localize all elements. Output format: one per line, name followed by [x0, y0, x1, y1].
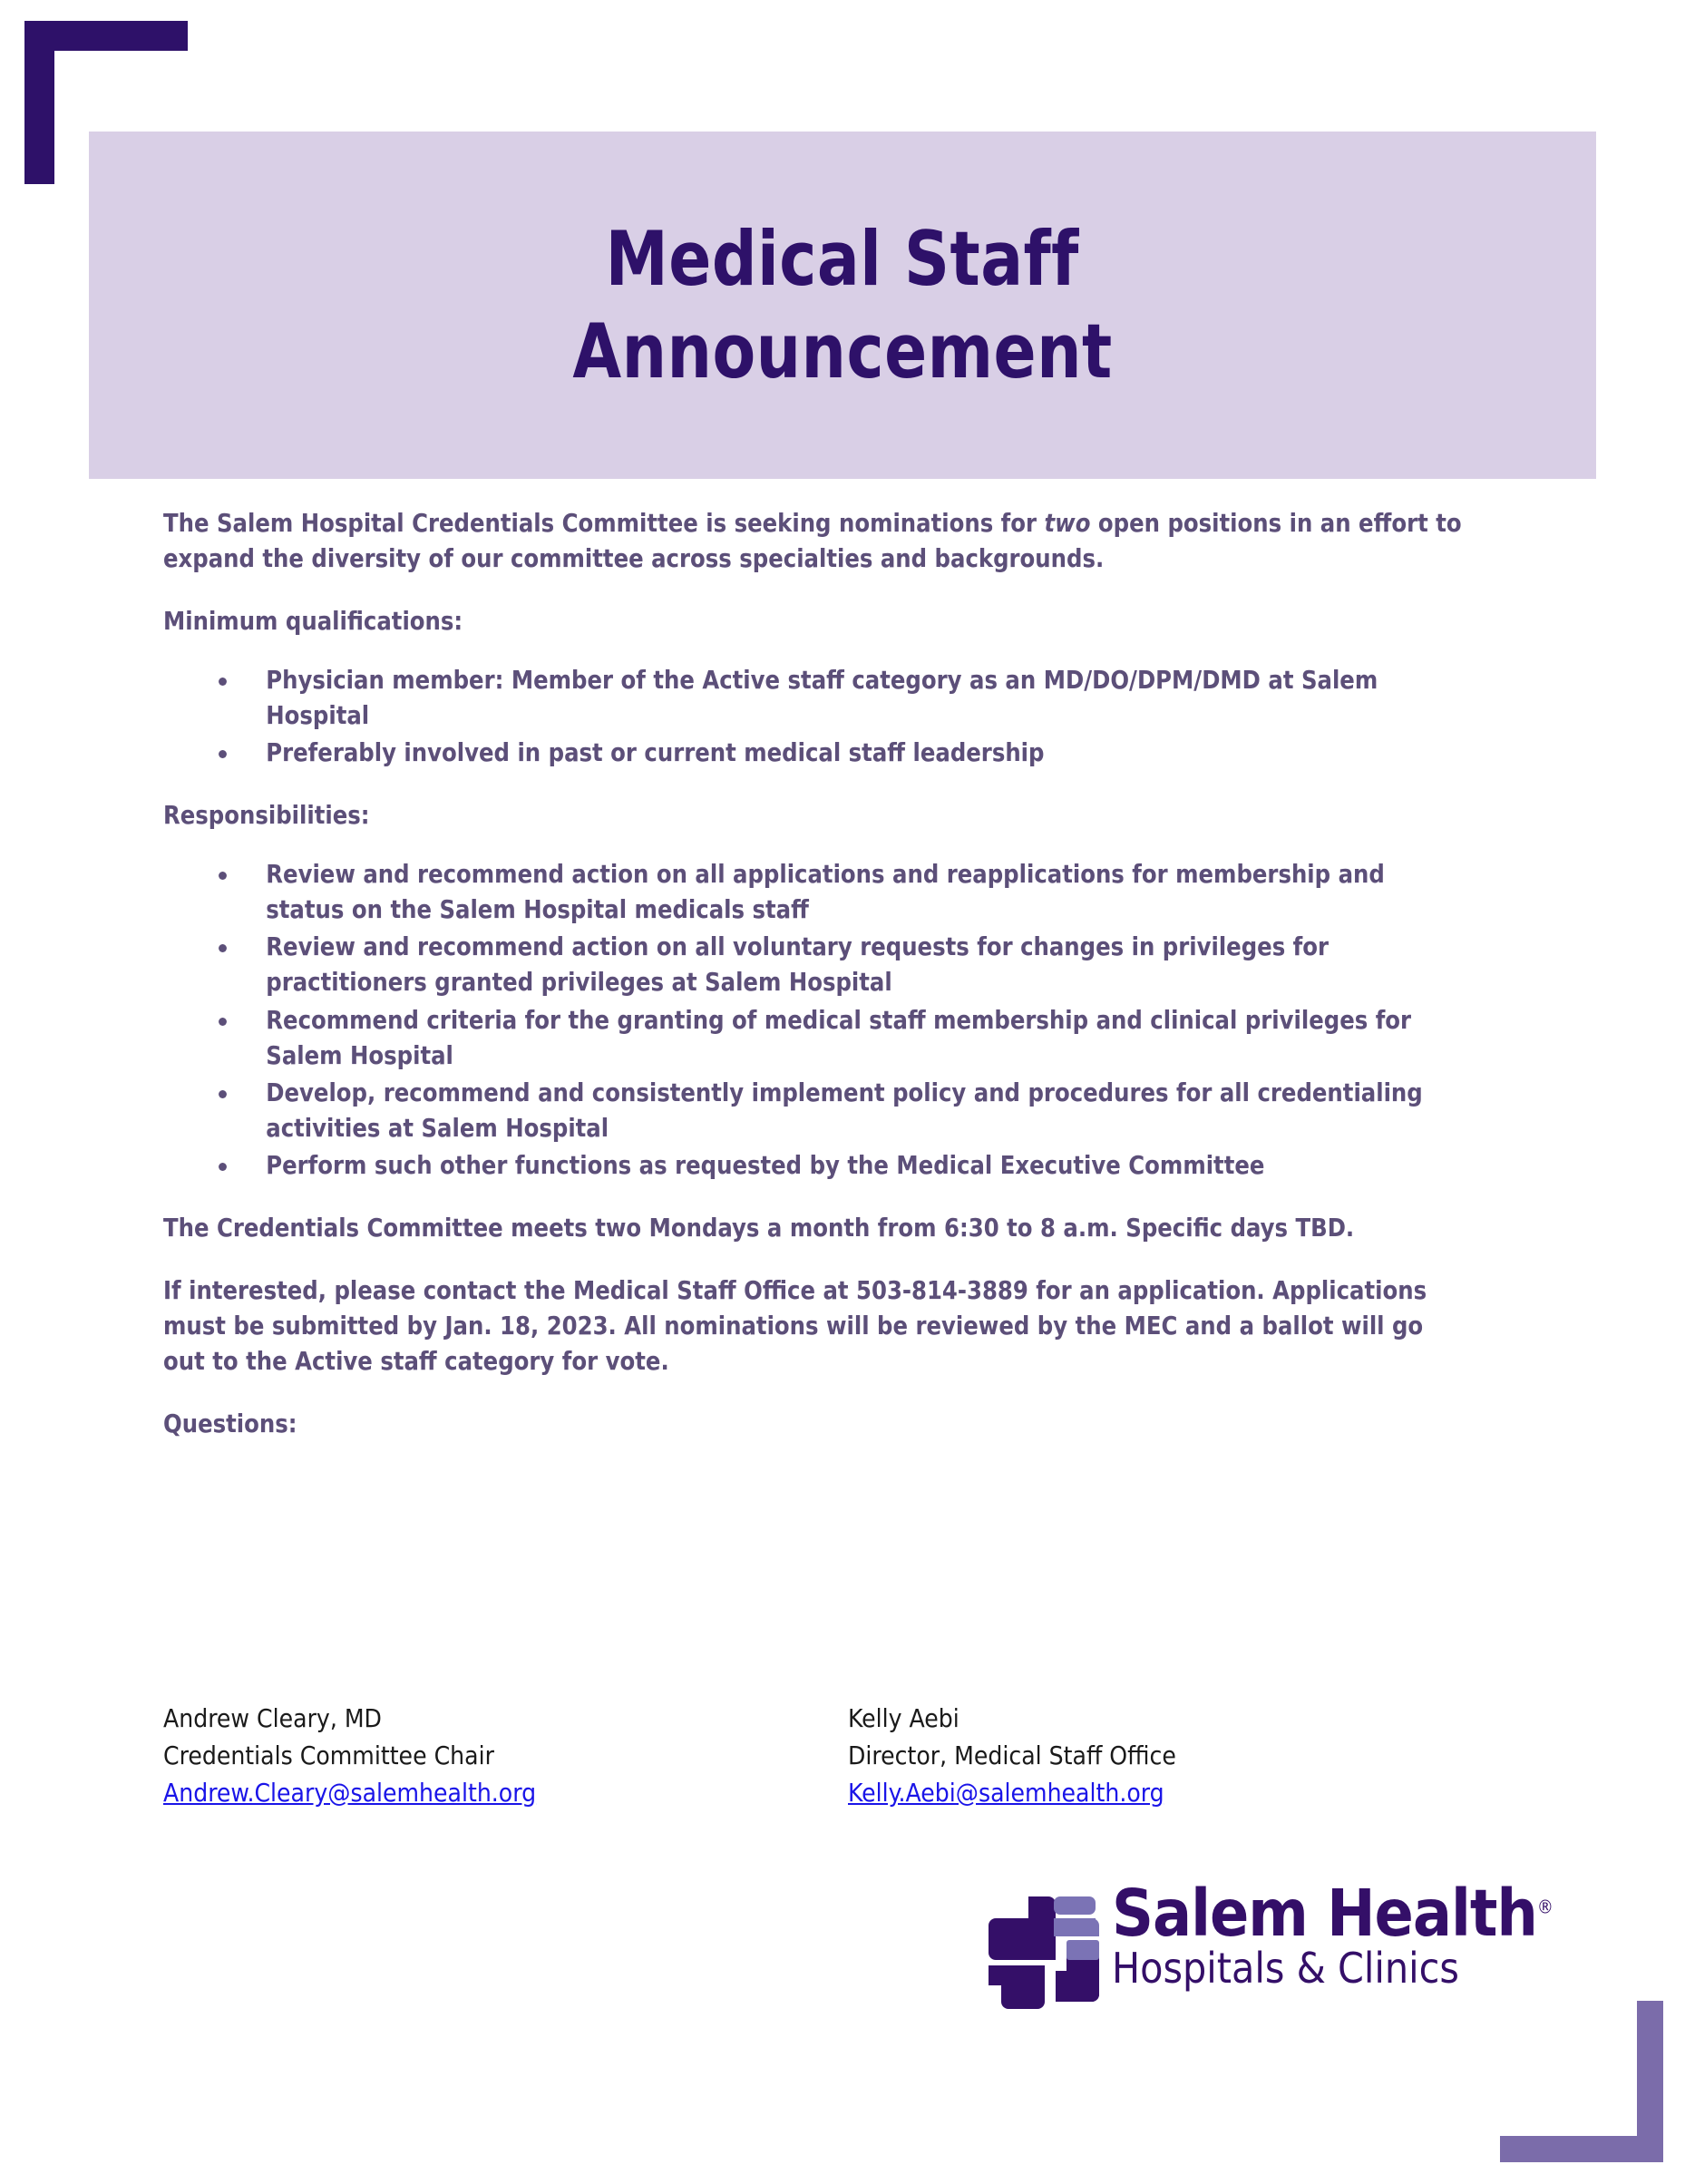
list-item-text: Physician member: Member of the Active staff category as an MD/DO/DPM/DMD at Salem Hospital	[266, 666, 1378, 731]
logo-tagline: Hospitals & Clinics	[1112, 1943, 1459, 1993]
registered-trademark-icon: ®	[1536, 1896, 1553, 1918]
list-item-text: Recommend criteria for the granting of medical staff membership and clinical privileges for Salem Hospital	[266, 1005, 1412, 1070]
intro-text-part-2: open positions in an effort to expand the diversity of our committee across specialties and backgrounds.	[163, 509, 1462, 574]
bullet-dot-icon	[219, 1090, 227, 1098]
bullet-dot-icon	[219, 750, 227, 758]
contact-email-link[interactable]: Andrew.Cleary@salemhealth.org	[163, 1777, 537, 1808]
intro-text-part-1: The Salem Hospital Credentials Committee is seeking nominations for	[163, 509, 1045, 538]
list-item	[163, 857, 1463, 928]
header-banner	[89, 132, 1596, 479]
corner-bracket-top-left-vertical-bar	[24, 21, 54, 184]
list-item	[163, 1003, 1463, 1074]
page-title-line-2: Announcement	[572, 307, 1113, 395]
corner-bracket-bottom-right	[1500, 2001, 1663, 2162]
list-item	[163, 1148, 1463, 1184]
intro-emphasis-two: two	[1044, 509, 1091, 538]
responsibilities-list	[163, 857, 1483, 1183]
bullet-dot-icon	[219, 1163, 227, 1171]
list-item-text: Develop, recommend and consistently implement policy and procedures for all credentialing activities at Salem Hospital	[266, 1077, 1423, 1143]
logo-wordmark	[1112, 1876, 1553, 1993]
contact-name: Kelly Aebi	[848, 1703, 959, 1733]
list-item	[163, 663, 1463, 734]
list-item-text: Preferably involved in past or current medical staff leadership	[266, 738, 1045, 768]
contact-column-director	[848, 1701, 1392, 1812]
minimum-qualifications-heading: Minimum qualifications:	[163, 607, 463, 637]
questions-heading: Questions:	[163, 1409, 297, 1438]
contact-name: Andrew Cleary, MD	[163, 1703, 382, 1733]
bullet-dot-icon	[219, 872, 227, 880]
minimum-qualifications-list	[163, 663, 1483, 771]
list-item	[163, 930, 1463, 1000]
meeting-schedule-paragraph: The Credentials Committee meets two Mondays a month from 6:30 to 8 a.m. Specific days TBD.	[163, 1213, 1355, 1243]
contacts-section	[163, 1701, 1433, 1812]
document-body	[163, 506, 1483, 1469]
contact-role: Director, Medical Staff Office	[848, 1740, 1176, 1770]
intro-paragraph	[163, 506, 1463, 577]
page-title-line-1: Medical Staff	[605, 215, 1080, 304]
contact-email-link[interactable]: Kelly.Aebi@salemhealth.org	[848, 1777, 1164, 1808]
list-item-text: Review and recommend action on all applications and reapplications for membership and status on the Salem Hospital medicals staff	[266, 860, 1385, 925]
list-item-text: Perform such other functions as requested by the Medical Executive Committee	[266, 1150, 1265, 1180]
logo-brand-name-text: Salem Health	[1112, 1876, 1537, 1951]
bullet-dot-icon	[219, 944, 227, 952]
bullet-dot-icon	[219, 1018, 227, 1026]
responsibilities-heading: Responsibilities:	[163, 801, 370, 831]
corner-bracket-bottom-right-horizontal-bar	[1500, 2136, 1663, 2162]
list-item	[163, 736, 1463, 771]
list-item-text: Review and recommend action on all voluntary requests for changes in privileges for practitioners granted privileges at Salem Hospital	[266, 932, 1329, 998]
contact-column-chair	[163, 1701, 848, 1812]
logo-brand-name	[1112, 1876, 1553, 1951]
bullet-dot-icon	[219, 678, 227, 686]
application-instructions-paragraph: If interested, please contact the Medical Staff Office at 503-814-3889 for an application. Applications must be submitted by Jan. 18, 2023. All nominations will be reviewed by the MEC and a ballot will go out to the Active staff category for vote.	[163, 1275, 1427, 1376]
salem-health-logo	[989, 1876, 1553, 2013]
list-item	[163, 1076, 1463, 1146]
contact-role: Credentials Committee Chair	[163, 1740, 494, 1770]
medical-cross-icon	[989, 1891, 1099, 2009]
